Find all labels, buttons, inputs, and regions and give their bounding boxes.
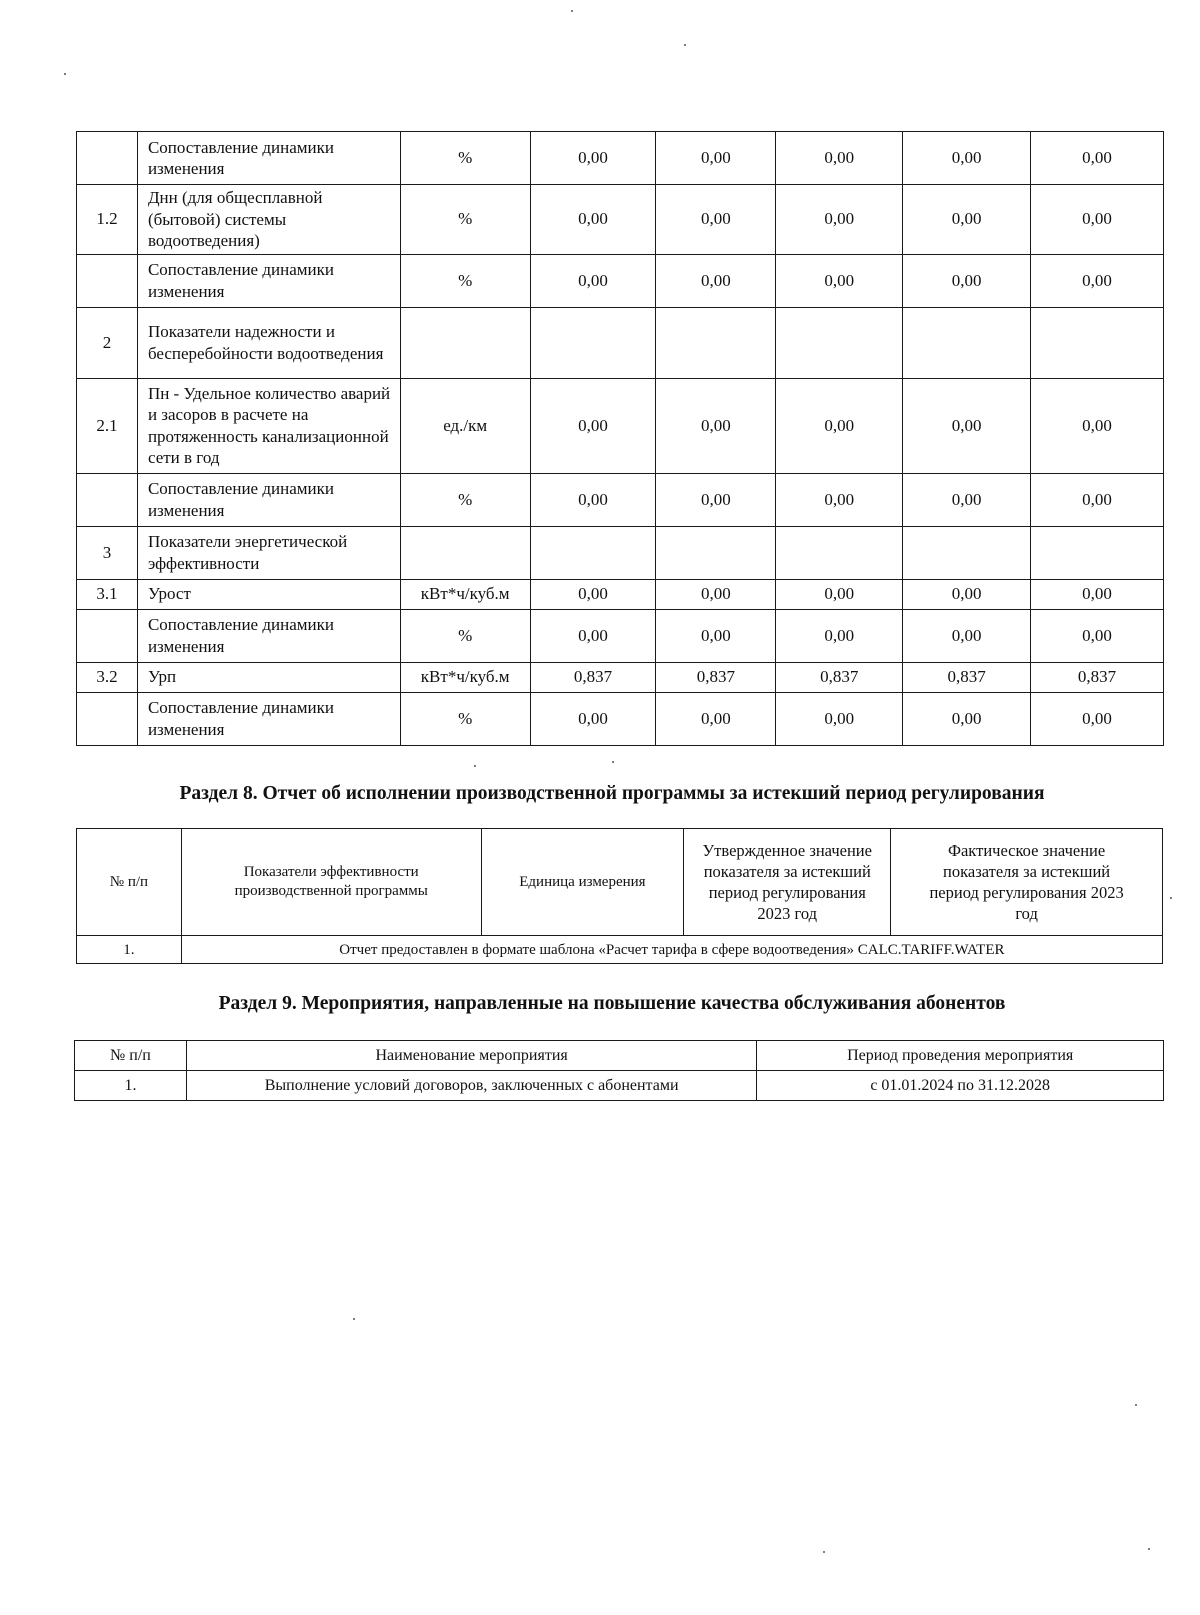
table-header-row bbox=[77, 829, 1163, 936]
indicator-name: Показатели энергетической эффективности bbox=[137, 526, 400, 579]
value-cell bbox=[656, 307, 776, 378]
table-row bbox=[77, 662, 1164, 692]
unit-cell bbox=[400, 526, 530, 579]
value-cell: 0,837 bbox=[776, 662, 903, 692]
indicator-name: Урп bbox=[137, 662, 400, 692]
value-cell: 0,00 bbox=[530, 579, 656, 609]
table-row bbox=[77, 254, 1164, 307]
value-cell: 0,00 bbox=[1031, 132, 1164, 185]
value-cell bbox=[903, 307, 1031, 378]
indicator-name: Показатели надежности и бесперебойности водоотведения bbox=[137, 307, 400, 378]
section-9-table bbox=[74, 1040, 1164, 1101]
table-row bbox=[75, 1071, 1164, 1101]
value-cell: 0,837 bbox=[903, 662, 1031, 692]
value-cell: 0,00 bbox=[776, 185, 903, 255]
table-row bbox=[77, 609, 1164, 662]
row-text: Отчет предоставлен в формате шаблона «Расчет тарифа в сфере водоотведения» CALC.TARIFF.WATER bbox=[181, 936, 1162, 964]
table-row bbox=[77, 378, 1164, 473]
scan-speck bbox=[823, 1551, 825, 1553]
value-cell: 0,00 bbox=[903, 254, 1031, 307]
section-8-title: Раздел 8. Отчет об исполнении производственной программы за истекший период регулирования bbox=[179, 783, 1045, 804]
indicator-name: Урост bbox=[137, 579, 400, 609]
header-num: № п/п bbox=[77, 829, 182, 936]
table-header-row bbox=[75, 1041, 1164, 1071]
unit-cell: % bbox=[400, 185, 530, 255]
table-row bbox=[77, 579, 1164, 609]
row-period: с 01.01.2024 по 31.12.2028 bbox=[757, 1071, 1164, 1101]
value-cell: 0,00 bbox=[656, 254, 776, 307]
row-number: 3.2 bbox=[77, 662, 138, 692]
table-row bbox=[77, 473, 1164, 526]
scan-speck bbox=[571, 10, 573, 12]
header-period: Период проведения мероприятия bbox=[757, 1041, 1164, 1071]
value-cell: 0,00 bbox=[776, 254, 903, 307]
header-name: Наименование мероприятия bbox=[186, 1041, 756, 1071]
table-row bbox=[77, 526, 1164, 579]
value-cell: 0,00 bbox=[776, 132, 903, 185]
header-unit: Единица измерения bbox=[481, 829, 684, 936]
value-cell: 0,00 bbox=[1031, 609, 1164, 662]
value-cell: 0,00 bbox=[656, 378, 776, 473]
value-cell: 0,00 bbox=[1031, 579, 1164, 609]
table-row bbox=[77, 936, 1163, 964]
value-cell: 0,00 bbox=[530, 378, 656, 473]
header-indicator: Показатели эффективности производственной программы bbox=[181, 829, 481, 936]
value-cell bbox=[530, 526, 656, 579]
indicators-table bbox=[76, 131, 1164, 746]
scan-speck bbox=[1170, 897, 1172, 899]
indicator-name: Сопоставление динамики изменения bbox=[137, 473, 400, 526]
scan-speck bbox=[353, 1318, 355, 1320]
section-8-table bbox=[76, 828, 1163, 964]
value-cell: 0,837 bbox=[656, 662, 776, 692]
value-cell: 0,00 bbox=[530, 254, 656, 307]
value-cell bbox=[776, 307, 903, 378]
header-num: № п/п bbox=[75, 1041, 187, 1071]
row-number bbox=[77, 692, 138, 745]
unit-cell: % bbox=[400, 609, 530, 662]
row-number: 2 bbox=[77, 307, 138, 378]
value-cell: 0,00 bbox=[656, 132, 776, 185]
indicator-name: Сопоставление динамики изменения bbox=[137, 132, 400, 185]
row-number: 3.1 bbox=[77, 579, 138, 609]
row-name: Выполнение условий договоров, заключенных с абонентами bbox=[186, 1071, 756, 1101]
value-cell: 0,00 bbox=[776, 579, 903, 609]
value-cell bbox=[1031, 526, 1164, 579]
value-cell: 0,00 bbox=[1031, 254, 1164, 307]
indicator-name: Сопоставление динамики изменения bbox=[137, 254, 400, 307]
value-cell: 0,00 bbox=[776, 473, 903, 526]
row-number bbox=[77, 132, 138, 185]
row-number: 1.2 bbox=[77, 185, 138, 255]
value-cell: 0,00 bbox=[656, 609, 776, 662]
section-9-title: Раздел 9. Мероприятия, направленные на повышение качества обслуживания абонентов bbox=[218, 993, 1006, 1014]
table-row bbox=[77, 132, 1164, 185]
value-cell: 0,00 bbox=[1031, 378, 1164, 473]
table-row bbox=[77, 692, 1164, 745]
unit-cell: % bbox=[400, 692, 530, 745]
scan-speck bbox=[474, 765, 476, 767]
indicator-name: Сопоставление динамики изменения bbox=[137, 609, 400, 662]
unit-cell: ед./км bbox=[400, 378, 530, 473]
value-cell bbox=[1031, 307, 1164, 378]
unit-cell bbox=[400, 307, 530, 378]
scan-speck bbox=[612, 761, 614, 763]
table-row bbox=[77, 185, 1164, 255]
row-number bbox=[77, 473, 138, 526]
row-num: 1. bbox=[75, 1071, 187, 1101]
row-number: 2.1 bbox=[77, 378, 138, 473]
value-cell: 0,00 bbox=[776, 378, 903, 473]
unit-cell: % bbox=[400, 132, 530, 185]
unit-cell: кВт*ч/куб.м bbox=[400, 579, 530, 609]
value-cell: 0,00 bbox=[903, 609, 1031, 662]
value-cell: 0,00 bbox=[530, 185, 656, 255]
value-cell: 0,00 bbox=[656, 579, 776, 609]
value-cell bbox=[656, 526, 776, 579]
value-cell: 0,00 bbox=[903, 378, 1031, 473]
value-cell: 0,837 bbox=[1031, 662, 1164, 692]
scan-speck bbox=[1135, 1404, 1137, 1406]
row-number bbox=[77, 609, 138, 662]
value-cell: 0,00 bbox=[656, 185, 776, 255]
value-cell: 0,00 bbox=[656, 692, 776, 745]
value-cell: 0,00 bbox=[530, 132, 656, 185]
value-cell: 0,00 bbox=[530, 609, 656, 662]
indicator-name: Днн (для общесплавной (бытовой) системы водоотведения) bbox=[137, 185, 400, 255]
row-number bbox=[77, 254, 138, 307]
value-cell: 0,00 bbox=[1031, 692, 1164, 745]
row-num: 1. bbox=[77, 936, 182, 964]
value-cell: 0,00 bbox=[903, 185, 1031, 255]
value-cell bbox=[530, 307, 656, 378]
value-cell: 0,837 bbox=[530, 662, 656, 692]
header-approved: Утвержденное значение показателя за истекший период регулирования 2023 год bbox=[684, 829, 891, 936]
value-cell: 0,00 bbox=[530, 692, 656, 745]
value-cell: 0,00 bbox=[903, 579, 1031, 609]
value-cell: 0,00 bbox=[776, 609, 903, 662]
unit-cell: % bbox=[400, 254, 530, 307]
value-cell bbox=[903, 526, 1031, 579]
value-cell: 0,00 bbox=[903, 473, 1031, 526]
value-cell: 0,00 bbox=[776, 692, 903, 745]
value-cell bbox=[776, 526, 903, 579]
indicator-name: Пн - Удельное количество аварий и засоров в расчете на протяженность канализационной сети в год bbox=[137, 378, 400, 473]
value-cell: 0,00 bbox=[903, 132, 1031, 185]
value-cell: 0,00 bbox=[1031, 473, 1164, 526]
value-cell: 0,00 bbox=[1031, 185, 1164, 255]
row-number: 3 bbox=[77, 526, 138, 579]
header-actual: Фактическое значение показателя за истекший период регулирования 2023 год bbox=[891, 829, 1163, 936]
table-row bbox=[77, 307, 1164, 378]
scan-speck bbox=[64, 73, 66, 75]
scan-speck bbox=[1148, 1548, 1150, 1550]
scan-speck bbox=[684, 44, 686, 46]
indicator-name: Сопоставление динамики изменения bbox=[137, 692, 400, 745]
value-cell: 0,00 bbox=[530, 473, 656, 526]
value-cell: 0,00 bbox=[903, 692, 1031, 745]
unit-cell: кВт*ч/куб.м bbox=[400, 662, 530, 692]
value-cell: 0,00 bbox=[656, 473, 776, 526]
unit-cell: % bbox=[400, 473, 530, 526]
